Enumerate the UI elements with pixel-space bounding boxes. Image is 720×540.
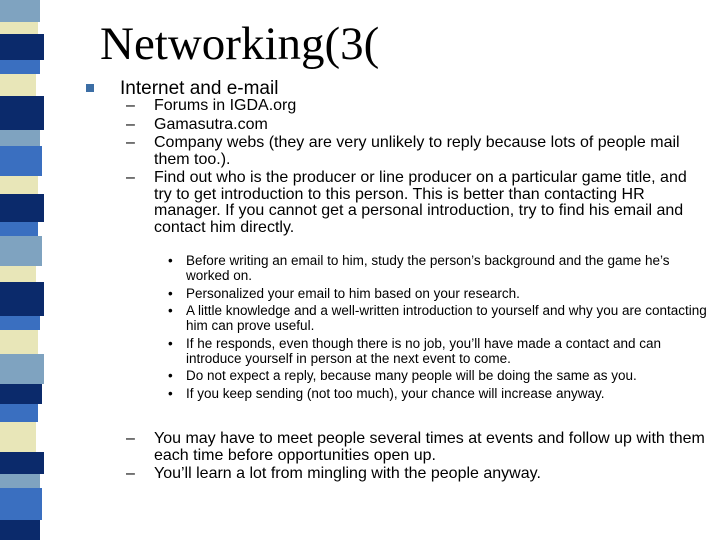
list-item bbox=[126, 135, 706, 168]
list-item bbox=[164, 336, 709, 366]
dot-bullet: • bbox=[168, 253, 173, 268]
dash-bullet: – bbox=[126, 97, 135, 114]
strip-block bbox=[0, 316, 40, 330]
list-item bbox=[126, 466, 706, 483]
strip-block bbox=[0, 474, 40, 488]
list-item bbox=[164, 368, 709, 383]
strip-block bbox=[0, 222, 38, 236]
strip-block bbox=[0, 22, 38, 34]
item-text: Forums in IGDA.org bbox=[154, 97, 297, 114]
item-text: If you keep sending (not too much), your chance will increase anyway. bbox=[186, 385, 605, 401]
list-item bbox=[164, 253, 709, 283]
list-item bbox=[126, 170, 706, 236]
strip-block bbox=[0, 60, 40, 74]
item-text: Find out who is the producer or line producer on a particular game title, and try to get introduction to this person. This is better than contacting HR manager. If you cannot get a personal introduction, try to find his email and contact him directly. bbox=[154, 169, 687, 236]
slide-title: Networking(3( bbox=[100, 18, 380, 70]
dash-bullet: – bbox=[126, 134, 135, 151]
strip-block bbox=[0, 194, 44, 222]
decorative-color-strip bbox=[0, 0, 58, 540]
strip-block bbox=[0, 282, 44, 316]
list-item bbox=[126, 117, 706, 134]
list-item bbox=[164, 303, 709, 333]
level3-list bbox=[164, 253, 709, 403]
strip-block bbox=[0, 34, 44, 60]
dot-bullet: • bbox=[168, 368, 173, 383]
strip-block bbox=[0, 236, 42, 266]
strip-block bbox=[0, 146, 42, 176]
level2-list bbox=[126, 98, 706, 238]
strip-block bbox=[0, 422, 36, 452]
strip-block bbox=[0, 404, 38, 422]
strip-block bbox=[0, 176, 38, 194]
list-item bbox=[126, 431, 706, 464]
strip-block bbox=[0, 520, 40, 540]
dash-bullet: – bbox=[126, 169, 135, 186]
level2-list-continued bbox=[126, 431, 706, 485]
list-item bbox=[126, 98, 706, 115]
item-text: Company webs (they are very unlikely to reply because lots of people mail them too.). bbox=[154, 134, 680, 168]
strip-block bbox=[0, 330, 38, 354]
dot-bullet: • bbox=[168, 303, 173, 318]
dot-bullet: • bbox=[168, 385, 173, 401]
dot-bullet: • bbox=[168, 335, 173, 351]
dash-bullet: – bbox=[126, 465, 135, 482]
square-bullet-icon bbox=[86, 84, 94, 92]
item-text: Before writing an email to him, study the person’s background and the game he’s worked on. bbox=[186, 253, 670, 283]
item-text: Gamasutra.com bbox=[154, 115, 268, 133]
item-text: You may have to meet people several times at events and follow up with them each time before opportunities open up. bbox=[154, 430, 705, 464]
item-text: A little knowledge and a well-written introduction to yourself and why you are contacting him can prove useful. bbox=[186, 303, 707, 333]
item-text: You’ll learn a lot from mingling with the people anyway. bbox=[154, 465, 541, 482]
strip-block bbox=[0, 384, 42, 404]
dash-bullet: – bbox=[126, 430, 135, 447]
strip-block bbox=[0, 354, 44, 384]
strip-block bbox=[0, 266, 36, 282]
strip-block bbox=[0, 130, 40, 146]
item-text: Do not expect a reply, because many people will be doing the same as you. bbox=[186, 368, 637, 383]
list-item bbox=[164, 286, 709, 301]
strip-block bbox=[0, 0, 40, 22]
strip-block bbox=[0, 488, 42, 520]
dash-bullet: – bbox=[126, 115, 135, 133]
dot-bullet: • bbox=[168, 285, 173, 301]
strip-block bbox=[0, 74, 36, 96]
strip-block bbox=[0, 452, 44, 474]
item-text: If he responds, even though there is no job, you’ll have made a contact and can introduce yourself in person at the next event to come. bbox=[186, 335, 662, 366]
item-text: Personalized your email to him based on your research. bbox=[186, 285, 520, 301]
list-item bbox=[164, 386, 709, 401]
level1-heading: Internet and e-mail bbox=[120, 78, 279, 99]
strip-block bbox=[0, 96, 44, 130]
